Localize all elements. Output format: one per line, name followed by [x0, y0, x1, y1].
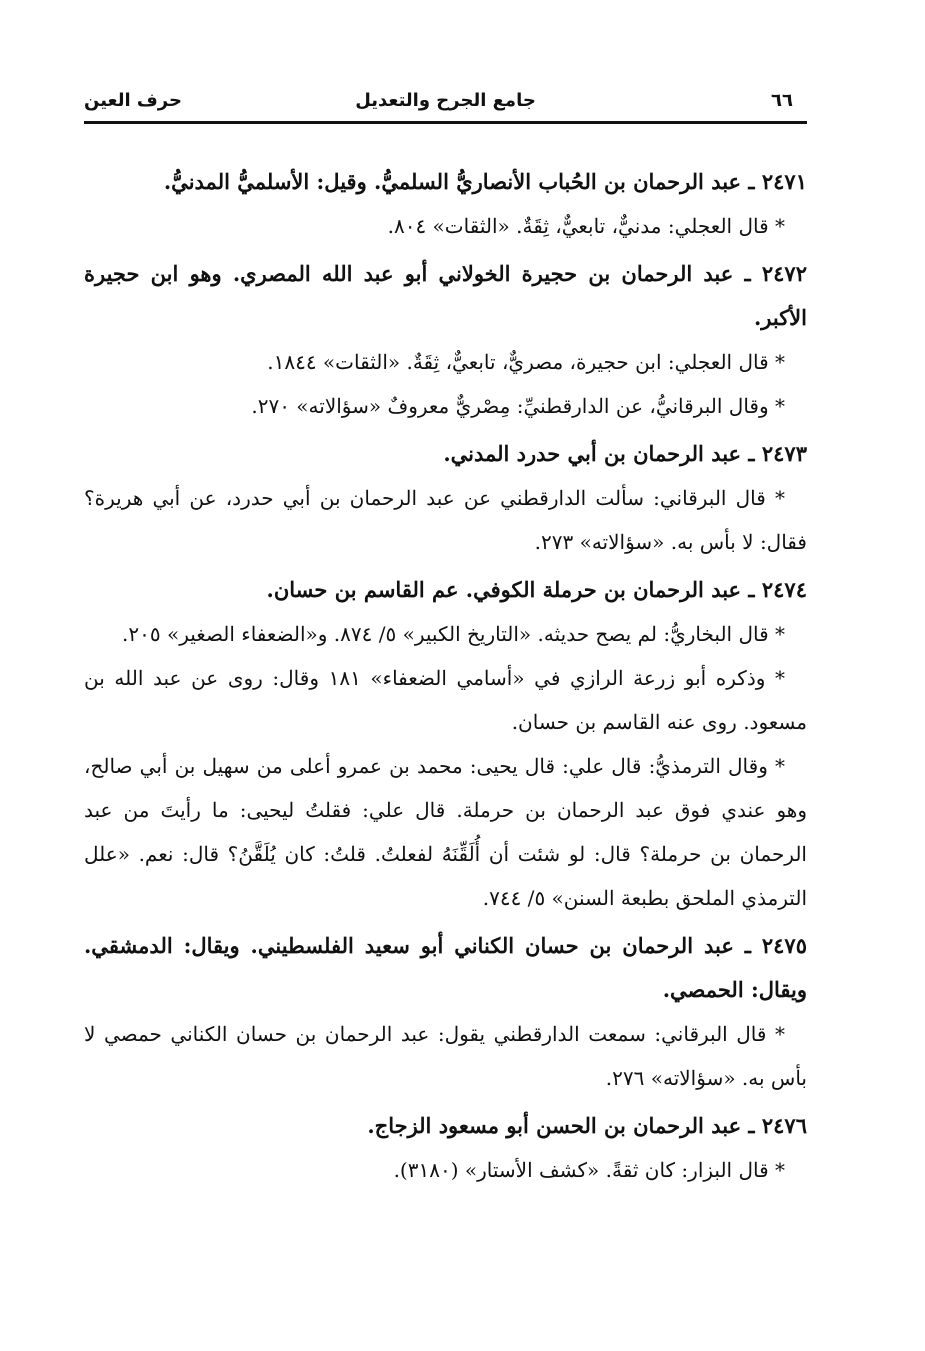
- page-number: ٦٦: [771, 90, 793, 111]
- entry-2471: [84, 160, 807, 248]
- page-header: [84, 88, 807, 122]
- entry-2472: [84, 252, 807, 428]
- header-rule: [84, 121, 807, 124]
- entry-heading: ٢٤٧٦ ـ عبد الرحمان بن الحسن أبو مسعود الزجاج.: [367, 1113, 807, 1138]
- book-title: جامع الجرح والتعديل: [355, 90, 536, 111]
- entry-heading: ٢٤٧٤ ـ عبد الرحمان بن حرملة الكوفي. عم القاسم بن حسان.: [266, 577, 807, 602]
- entry-paragraph: * قال البخاريُّ: لم يصح حديثه. «التاريخ الكبير» ٥/ ٨٧٤. و«الضعفاء الصغير» ٢٠٥.: [122, 622, 785, 646]
- entry-2476: [84, 1104, 807, 1192]
- entry-paragraph: * قال البرقاني: سألت الدارقطني عن عبد الرحمان بن أبي حدرد، عن أبي هريرة؟ فقال: لا بأس به. «سؤالاته» ٢٧٣.: [84, 486, 807, 554]
- entry-paragraph: * وقال الترمذيُّ: قال علي: قال يحيى: محمد بن عمرو أعلى من سهيل بن أبي صالح، وهو عندي فوق عبد الرحمان بن حرملة. قال علي: فقلتُ ليحيى: ما رأيتَ من عبد الرحمان بن حرملة؟ قال: لو شئت أن أُلَقِّنَهُ لفعلتُ. قلتُ: كان يُلَقَّنُ؟ قال: نعم. «علل الترمذي الملحق بطبعة السنن» ٥/ ٧٤٤.: [84, 754, 807, 910]
- entry-paragraph: * وقال البرقانيُّ، عن الدارقطنيِّ: مِصْريٌّ معروفٌ «سؤالاته» ٢٧٠.: [251, 394, 785, 418]
- entry-2474: [84, 568, 807, 920]
- entry-heading: ٢٤٧٣ ـ عبد الرحمان بن أبي حدرد المدني.: [443, 441, 807, 466]
- page-body: [84, 160, 807, 1196]
- entry-paragraph: * وذكره أبو زرعة الرازي في «أسامي الضعفاء» ١٨١ وقال: روى عن عبد الله بن مسعود. روى عنه القاسم بن حسان.: [84, 666, 807, 734]
- entry-paragraph: * قال البرقاني: سمعت الدارقطني يقول: عبد الرحمان بن حسان الكناني حمصي لا بأس به. «سؤالاته» ٢٧٦.: [84, 1022, 807, 1090]
- entry-paragraph: * قال البزار: كان ثقةً. «كشف الأستار» (٣١٨٠).: [393, 1158, 785, 1182]
- entry-paragraph: * قال العجلي: ابن حجيرة، مصريٌّ، تابعيٌّ، ثِقَةٌ. «الثقات» ١٨٤٤.: [267, 350, 785, 374]
- section-title: حرف العين: [84, 90, 182, 111]
- entry-heading: ٢٤٧٥ ـ عبد الرحمان بن حسان الكناني أبو سعيد الفلسطيني. ويقال: الدمشقي. ويقال: الحمصي.: [84, 933, 807, 1002]
- entry-2473: [84, 432, 807, 564]
- entry-paragraph: * قال العجلي: مدنيٌّ، تابعيٌّ، ثِقَةٌ. «الثقات» ٨٠٤.: [387, 214, 785, 238]
- entry-2475: [84, 924, 807, 1100]
- entry-heading: ٢٤٧١ ـ عبد الرحمان بن الحُباب الأنصاريُّ السلميُّ. وقيل: الأسلميُّ المدنيُّ.: [163, 169, 807, 194]
- entry-heading: ٢٤٧٢ ـ عبد الرحمان بن حجيرة الخولاني أبو عبد الله المصري. وهو ابن حجيرة الأكبر.: [84, 261, 807, 330]
